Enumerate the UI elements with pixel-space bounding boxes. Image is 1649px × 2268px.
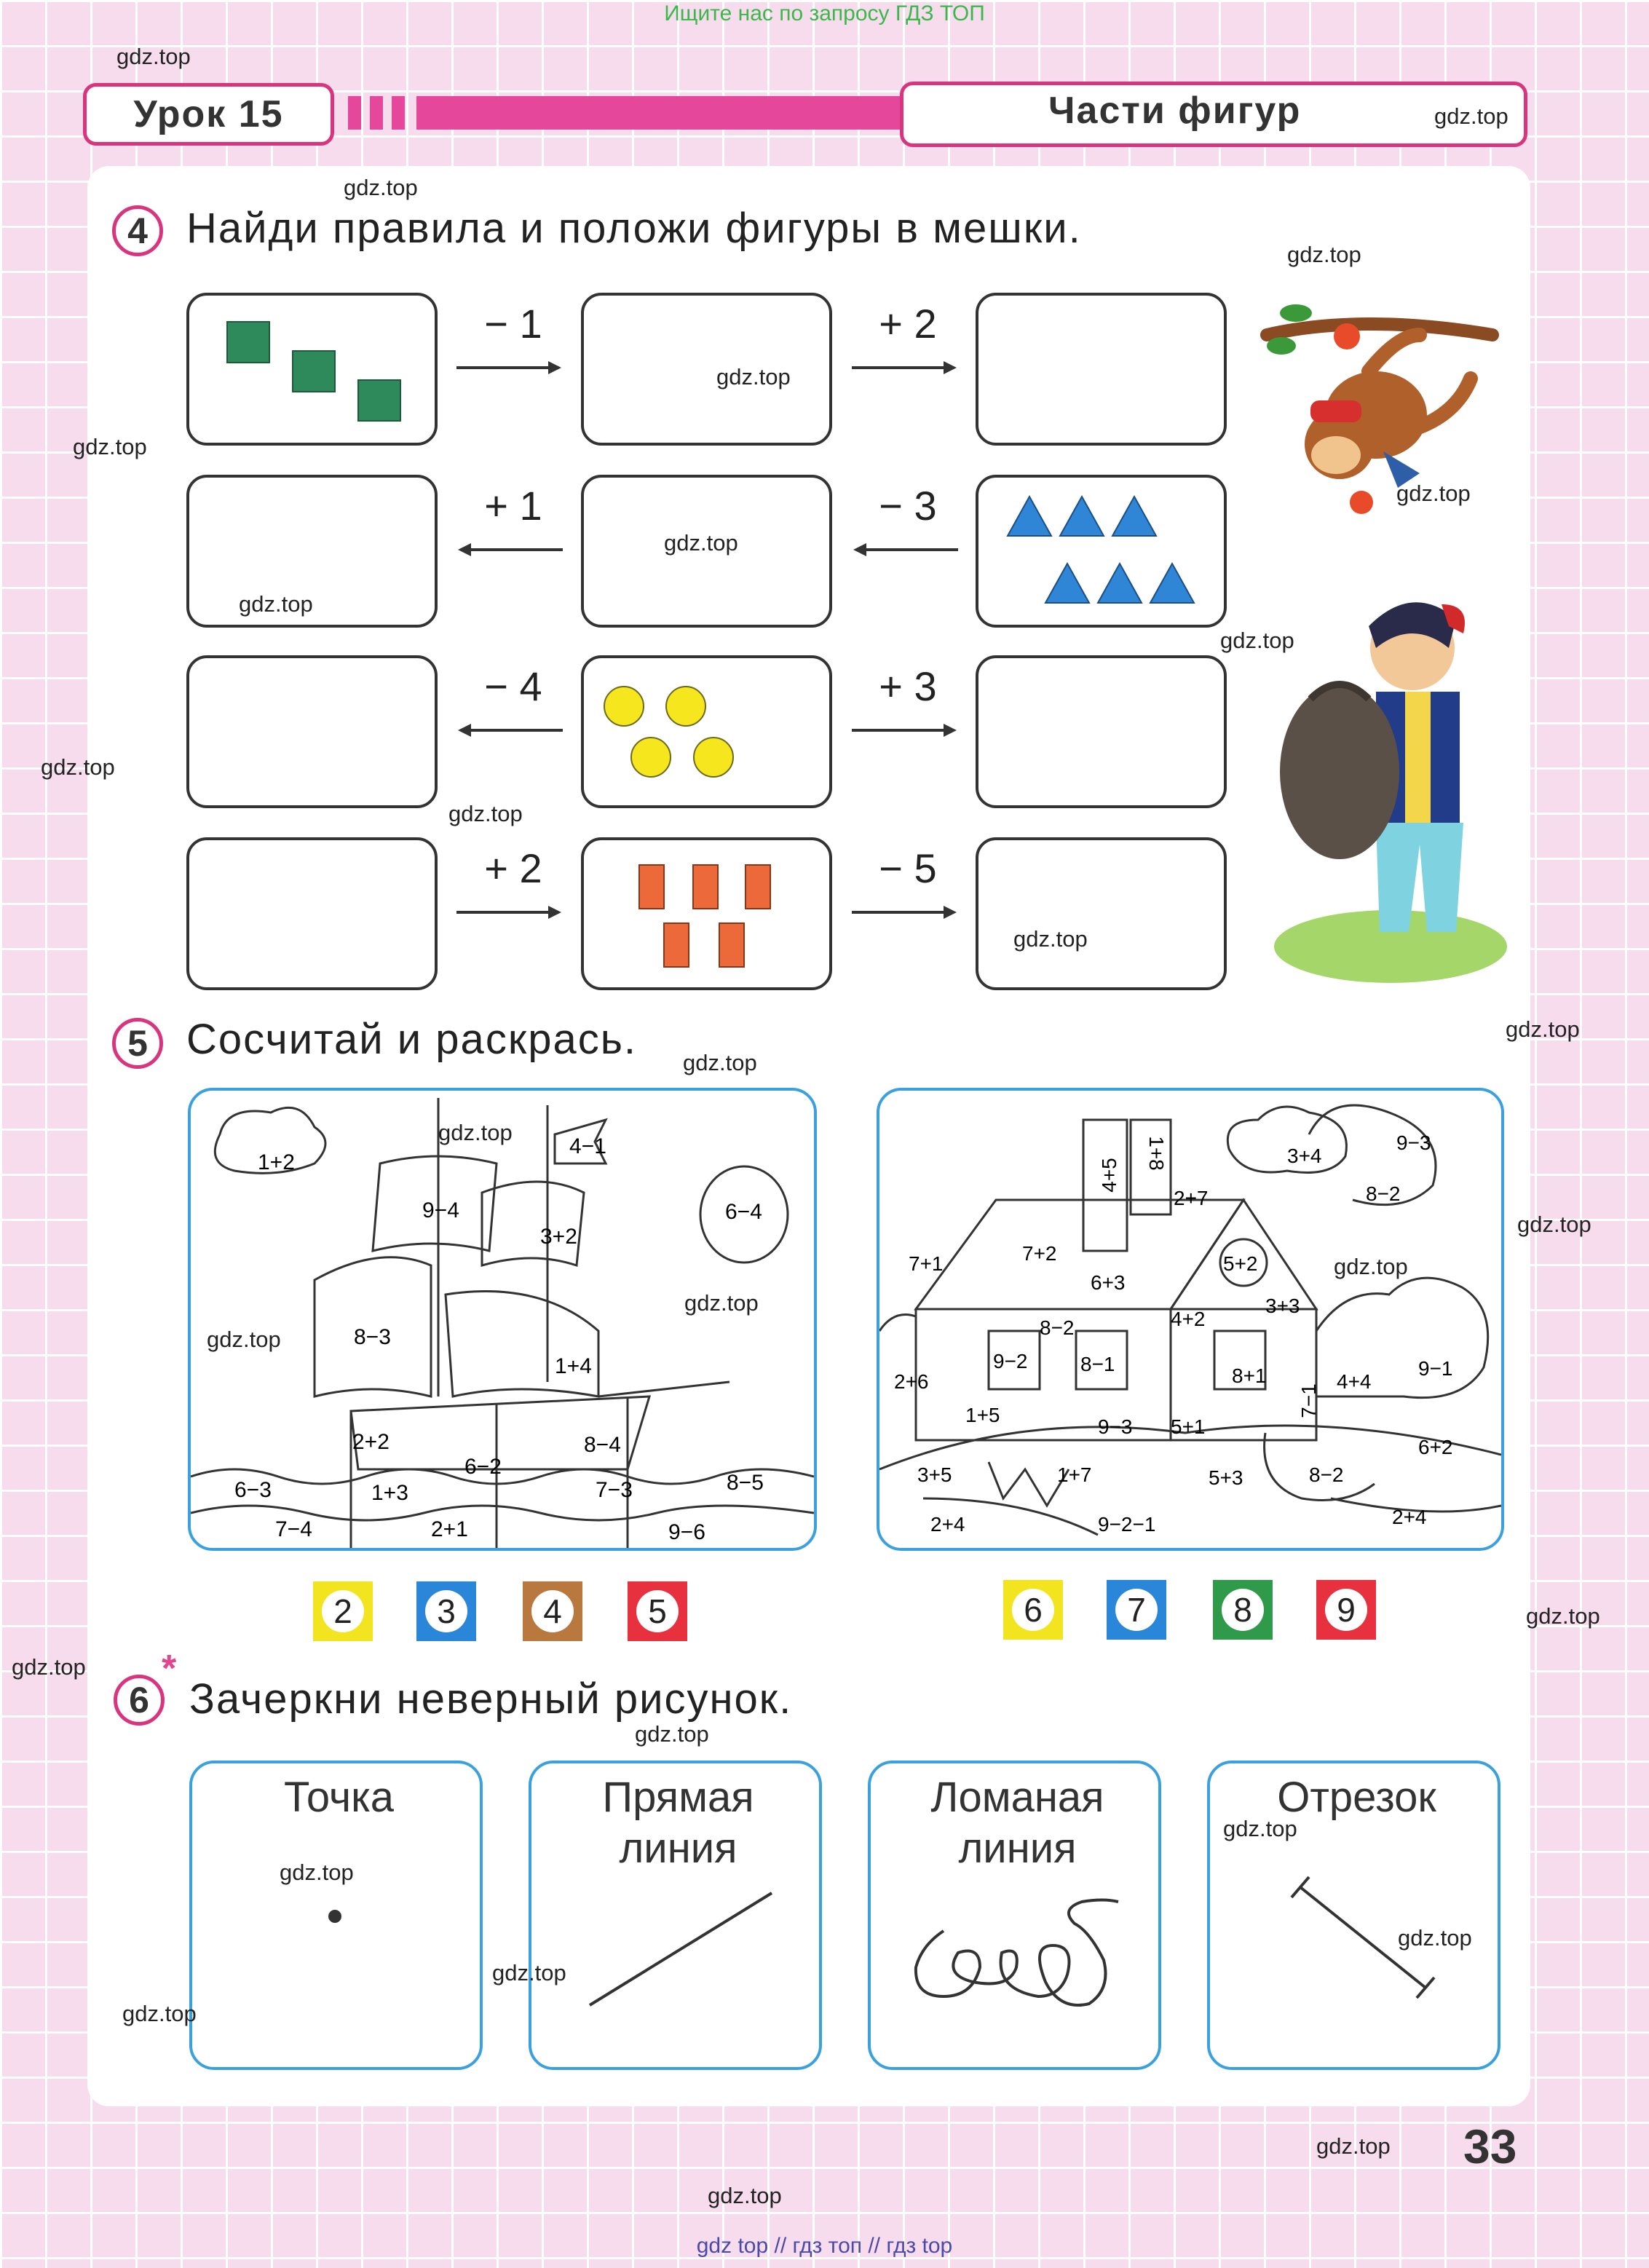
ship-label: 7−3 xyxy=(596,1478,633,1502)
house-label: 8−2 xyxy=(1309,1463,1344,1486)
watermark: gdz.top xyxy=(664,530,738,556)
task6-instruction: Зачеркни неверный рисунок. xyxy=(189,1675,793,1723)
circle xyxy=(666,687,705,726)
house-label: 8−2 xyxy=(1040,1316,1075,1339)
stripe xyxy=(348,96,361,130)
house-label: 3+3 xyxy=(1265,1295,1300,1317)
ship-label: 9−4 xyxy=(422,1198,459,1222)
color-swatch xyxy=(1316,1580,1376,1640)
ship-label: 8−3 xyxy=(354,1325,391,1349)
house-label: 9−3 xyxy=(1098,1415,1133,1438)
house-label: 3+4 xyxy=(1287,1145,1322,1167)
segment-drawing xyxy=(1210,1763,1498,2067)
house-label: 4+5 xyxy=(1097,1158,1120,1193)
rectangle xyxy=(664,923,689,967)
bag-box xyxy=(186,293,438,446)
watermark: gdz.top xyxy=(280,1860,354,1885)
watermark: gdz.top xyxy=(708,2183,782,2208)
arrow-right-icon xyxy=(455,901,564,923)
operation-label: + 3 xyxy=(879,663,937,709)
card-label: Отрезок xyxy=(1277,1774,1436,1821)
bag-box xyxy=(976,293,1227,446)
page-number: 33 xyxy=(1463,2119,1517,2173)
house-label: 5+2 xyxy=(1223,1252,1258,1275)
bag-box xyxy=(976,837,1227,990)
house-label: 7+1 xyxy=(909,1252,944,1275)
house-label: 7−1 xyxy=(1297,1383,1320,1418)
house-label: 8−1 xyxy=(1080,1353,1115,1375)
house-label: 7+2 xyxy=(1022,1242,1057,1265)
watermark: gdz.top xyxy=(683,1050,757,1075)
watermark: gdz.top xyxy=(448,801,523,826)
color-swatch xyxy=(313,1581,373,1641)
watermark: gdz.top xyxy=(1013,926,1088,952)
triangle xyxy=(1045,564,1089,603)
triangles-group xyxy=(978,478,1224,625)
circles-group xyxy=(584,658,829,805)
arrow-right-icon xyxy=(850,901,960,923)
ship-coloring-picture xyxy=(188,1088,817,1551)
house-label: 2+6 xyxy=(894,1370,929,1393)
card-label: линия xyxy=(619,1825,737,1872)
watermark: gdz.top xyxy=(635,1721,709,1747)
house-label: 1+5 xyxy=(965,1404,1000,1426)
figure-card-polyline[interactable] xyxy=(868,1761,1161,2070)
watermark: gdz.top xyxy=(684,1290,759,1316)
house-label: 9−2−1 xyxy=(1098,1513,1156,1536)
watermark: gdz.top xyxy=(1220,628,1294,653)
circle xyxy=(694,738,733,777)
watermark: gdz.top xyxy=(73,434,147,459)
task4-number: 4 xyxy=(112,205,163,256)
watermark: gdz.top xyxy=(239,591,313,617)
ship-label: 6−2 xyxy=(464,1455,502,1479)
watermark: gdz.top xyxy=(1316,2133,1391,2159)
squares-group xyxy=(189,296,435,443)
watermark: gdz.top xyxy=(116,44,191,69)
operation-label: − 3 xyxy=(879,483,937,529)
house-label: 1+8 xyxy=(1144,1136,1168,1171)
house-label: 8−2 xyxy=(1366,1182,1401,1205)
card-label: Ломаная xyxy=(930,1774,1104,1821)
watermark: gdz.top xyxy=(207,1327,281,1352)
bag-box xyxy=(581,837,832,990)
task6-number: 6 xyxy=(114,1675,165,1726)
square xyxy=(227,322,269,363)
house-label: 8+1 xyxy=(1232,1364,1267,1387)
rectangles-group xyxy=(584,840,829,987)
arrow-right-icon xyxy=(850,357,960,379)
ship-label: 4−1 xyxy=(569,1134,606,1158)
ship-label: 8−5 xyxy=(727,1471,764,1495)
task5-number: 5 xyxy=(112,1018,163,1069)
house-label: 9−3 xyxy=(1396,1131,1431,1154)
watermark: gdz.top xyxy=(716,364,791,390)
ship-label: 3+2 xyxy=(540,1225,577,1249)
circle xyxy=(631,738,671,777)
triangle xyxy=(1112,497,1156,536)
ship-label: 1+2 xyxy=(258,1150,295,1174)
bag-box xyxy=(186,655,438,808)
bag-box xyxy=(186,837,438,990)
task4-instruction: Найди правила и положи фигуры в мешки. xyxy=(186,205,1082,252)
house-label: 4+4 xyxy=(1337,1370,1372,1393)
rectangle xyxy=(719,923,744,967)
arrow-left-icon xyxy=(455,539,564,561)
color-swatch xyxy=(523,1581,582,1641)
watermark: gdz.top xyxy=(1434,103,1508,129)
triangle xyxy=(1150,564,1194,603)
card-label: Прямая xyxy=(602,1774,754,1821)
color-swatch xyxy=(1213,1580,1273,1640)
watermark: gdz.top xyxy=(12,1654,86,1680)
card-label: линия xyxy=(958,1825,1077,1872)
house-label: 4+2 xyxy=(1171,1308,1206,1330)
swatch-number: 7 xyxy=(1115,1589,1158,1631)
watermark: gdz.top xyxy=(1334,1254,1408,1279)
boy-with-sack-illustration xyxy=(1267,582,1507,990)
triangle xyxy=(1098,564,1142,603)
bag-box xyxy=(976,655,1227,808)
watermark: gdz.top xyxy=(41,754,115,780)
swatch-number: 5 xyxy=(636,1590,679,1632)
color-swatch xyxy=(1107,1580,1166,1640)
ship-label: 1+3 xyxy=(371,1481,408,1505)
watermark: gdz.top xyxy=(1526,1603,1600,1629)
house-label: 6+2 xyxy=(1418,1436,1453,1458)
lesson-label: Урок 15 xyxy=(83,83,334,146)
square xyxy=(358,380,400,421)
rectangle xyxy=(693,865,718,909)
house-label: 6+3 xyxy=(1091,1271,1126,1294)
house-label: 5+3 xyxy=(1209,1466,1243,1489)
color-swatch xyxy=(1003,1580,1063,1640)
watermark: gdz.top xyxy=(1398,1925,1472,1951)
house-coloring-picture xyxy=(877,1088,1504,1551)
operation-label: + 1 xyxy=(484,483,542,529)
bag-box xyxy=(581,293,832,446)
house-label: 2+4 xyxy=(1392,1506,1427,1528)
watermark: gdz.top xyxy=(1396,481,1471,506)
rectangle xyxy=(746,865,770,909)
house-label: 2+4 xyxy=(930,1513,965,1536)
watermark: gdz.top xyxy=(1287,242,1361,267)
watermark: gdz.top xyxy=(122,2001,197,2026)
arrow-left-icon xyxy=(455,719,564,741)
figure-card-point[interactable] xyxy=(189,1761,483,2070)
ship-label: 6−3 xyxy=(234,1478,272,1502)
square xyxy=(293,351,335,392)
header-bar xyxy=(416,96,900,130)
task5-instruction: Сосчитай и раскрась. xyxy=(186,1016,638,1063)
arrow-right-icon xyxy=(455,357,564,379)
stripe xyxy=(370,96,383,130)
triangle xyxy=(1060,497,1104,536)
swatch-number: 6 xyxy=(1012,1589,1054,1631)
arrow-right-icon xyxy=(850,719,960,741)
watermark: gdz.top xyxy=(1223,1816,1297,1841)
ship-label: 7−4 xyxy=(275,1517,312,1541)
operation-label: + 2 xyxy=(484,845,542,891)
top-note: Ищите нас по запросу ГДЗ ТОП xyxy=(664,1,985,25)
watermark: gdz.top xyxy=(1506,1016,1580,1042)
swatch-number: 3 xyxy=(425,1590,467,1632)
ship-label: 1+4 xyxy=(555,1354,592,1378)
color-swatch xyxy=(628,1581,687,1641)
house-label: 9−1 xyxy=(1418,1357,1453,1380)
operation-label: + 2 xyxy=(879,301,937,347)
circle xyxy=(604,687,644,726)
ship-label: 8−4 xyxy=(584,1433,621,1457)
arrow-left-icon xyxy=(850,539,960,561)
house-label: 3+5 xyxy=(917,1463,952,1486)
curved-line-drawing xyxy=(871,1763,1158,2067)
ship-label: 2+2 xyxy=(352,1430,389,1454)
straight-line-drawing xyxy=(531,1763,819,2067)
swatch-number: 9 xyxy=(1325,1589,1367,1631)
swatch-number: 2 xyxy=(322,1590,364,1632)
swatch-number: 8 xyxy=(1222,1589,1264,1631)
color-swatch xyxy=(416,1581,476,1641)
watermark: gdz.top xyxy=(438,1120,513,1145)
page-title: Части фигур xyxy=(1048,90,1302,132)
watermark: gdz.top xyxy=(492,1960,566,1986)
point-drawing xyxy=(192,1763,480,2067)
stripe xyxy=(392,96,405,130)
ship-label: 2+1 xyxy=(431,1517,468,1541)
card-label: Точка xyxy=(283,1774,394,1821)
house-label: 9−2 xyxy=(993,1350,1028,1372)
rectangle xyxy=(639,865,664,909)
house-label: 1+7 xyxy=(1057,1463,1092,1486)
figure-card-line[interactable] xyxy=(529,1761,822,2070)
bag-box xyxy=(976,475,1227,628)
ship-label: 9−6 xyxy=(668,1520,705,1544)
bag-box xyxy=(581,655,832,808)
figure-card-segment[interactable] xyxy=(1207,1761,1500,2070)
operation-label: − 4 xyxy=(484,663,542,709)
watermark: gdz.top xyxy=(344,175,418,200)
triangle xyxy=(1008,497,1051,536)
ship-label: 6−4 xyxy=(725,1200,762,1224)
star-icon: * xyxy=(162,1648,177,1690)
swatch-number: 4 xyxy=(531,1590,574,1632)
watermark: gdz.top xyxy=(1517,1212,1591,1237)
bottom-note: gdz top // гдз топ // гдз top xyxy=(696,2234,953,2258)
operation-label: − 5 xyxy=(879,845,937,891)
house-label: 5+1 xyxy=(1171,1415,1206,1438)
house-label: 2+7 xyxy=(1174,1187,1209,1209)
operation-label: − 1 xyxy=(484,301,542,347)
